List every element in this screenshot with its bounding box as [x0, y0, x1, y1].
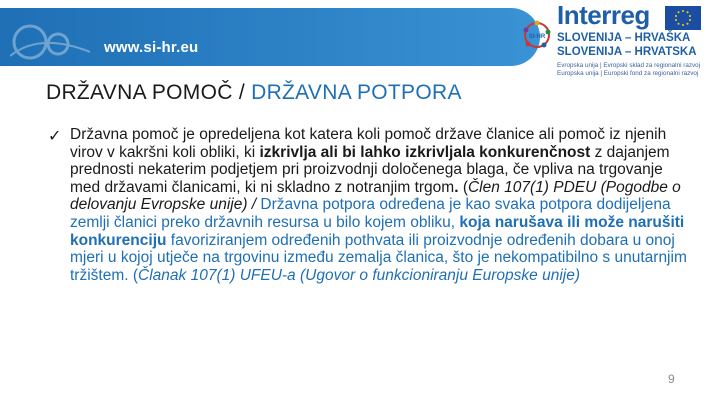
title-separator: / [232, 81, 252, 104]
definition-paragraph [70, 126, 690, 284]
language-separator: / [247, 196, 261, 214]
sl-bold-1: izkrivlja ali bi lahko izkrivljala konkurenčnost [259, 143, 591, 161]
logo-fund-line-hr: Europska unija | Europski fond za regionalni razvoj [557, 70, 699, 77]
banner-decoration-icon [10, 22, 90, 62]
sl-citation: Člen 107(1) PDEU (Pogodbe o delovanju Evropske unije) [70, 178, 681, 214]
sl-text-3: ( [458, 178, 468, 196]
hr-bold-1: koja narušava ili može narušiti konkurenciju [70, 213, 685, 249]
sl-text-2: z dajanjem prednosti nekaterim podjetjem pri proizvodnji določenega blaga, če vpliva na trgovanje med državami članicami, ki ni skladno z notranjim trgom [70, 143, 670, 196]
hr-text-1: Državna potpora određena je kao svaka potpora dodijeljena zemlji članici preko državnih resursa u bilo kojem obliku, [70, 196, 671, 231]
slide-title [46, 81, 462, 105]
title-slovenian: DRŽAVNA POMOČ [46, 81, 233, 104]
si-hr-circle-label: SI-HR [528, 34, 546, 40]
eu-flag-icon [665, 6, 701, 30]
checkmark-icon: ✓ [48, 128, 62, 145]
header [0, 0, 720, 77]
hr-text-2: favoriziranjem određenih pothvata ili proizvodnje određenih dobara u onoj mjeri u kojoj utječe na trgovinu između zemalja članica, što je nekompatibilno s unutarnjim tržištem. ( [70, 231, 687, 284]
sl-bold-2: . [454, 178, 459, 196]
logo-program-line-sl: SLOVENIJA – HRVAŠKA [557, 32, 691, 44]
website-banner [0, 8, 540, 66]
interreg-logo: Interreg [557, 0, 650, 30]
hr-citation: Članak 107(1) UFEU-a (Ugovor o funkcioniranju Europske unije) [138, 266, 580, 284]
sl-text-1: Državna pomoč je opredeljena kot katera koli pomoč države članice ali pomoč iz njenih virov v kakršni koli obliki, ki [70, 126, 667, 161]
logo-fund-line-sl: Evropska unija | Evropski sklad za regionalni razvoj [557, 62, 701, 69]
page-number: 9 [668, 372, 675, 386]
si-hr-logo-icon [522, 20, 552, 50]
title-croatian: DRŽAVNA POTPORA [251, 81, 462, 104]
site-url[interactable]: www.si-hr.eu [104, 39, 199, 56]
logo-program-line-hr: SLOVENIJA – HRVATSKA [557, 46, 697, 58]
